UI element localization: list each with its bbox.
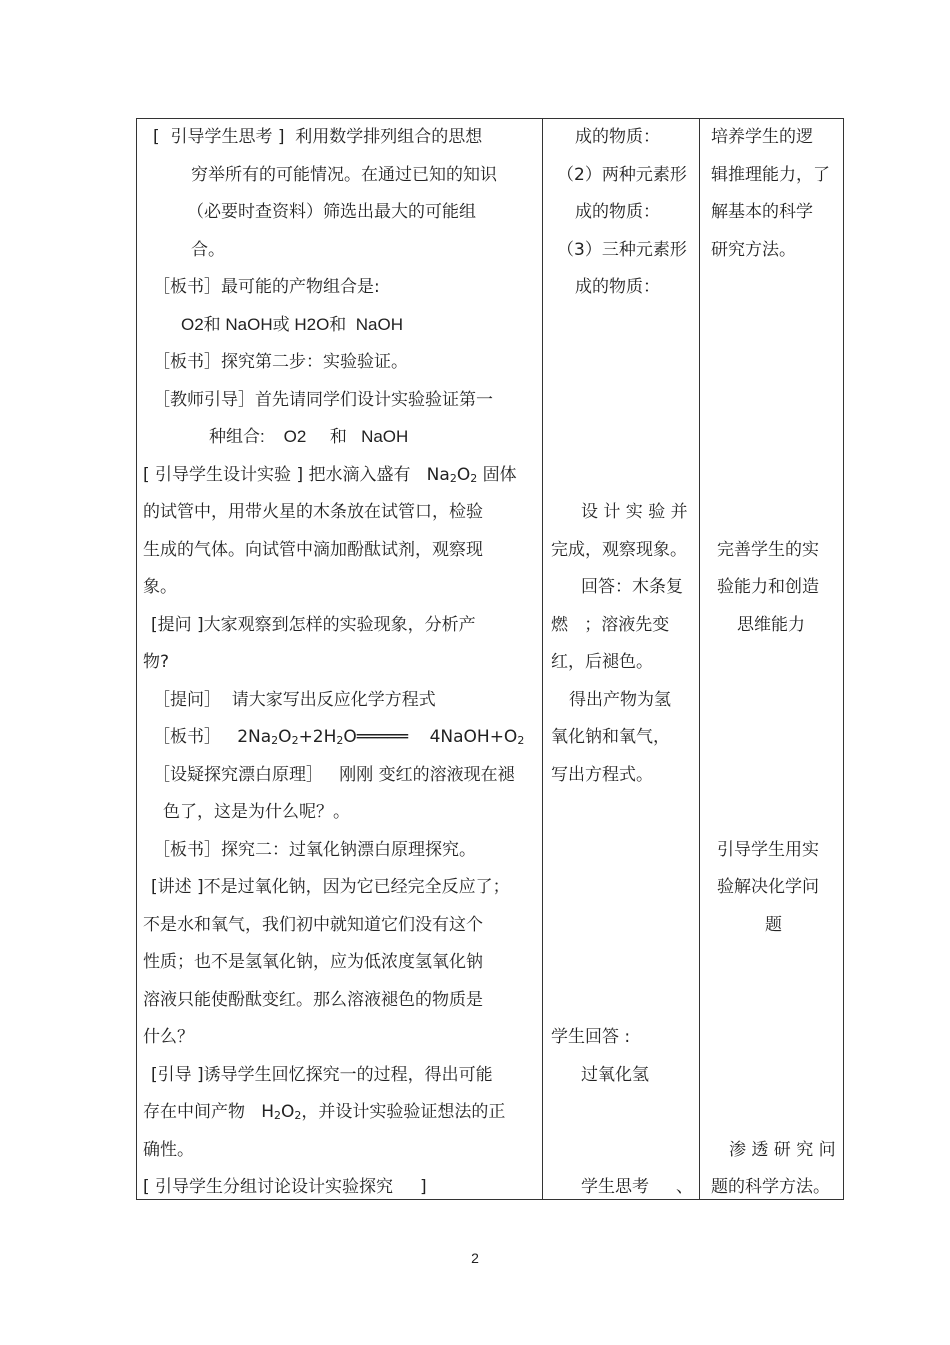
column-divider: [699, 119, 700, 1199]
text-line: 得出产物为氢: [569, 690, 671, 710]
text-line: 存在中间产物 H2O2，并设计实验验证想法的正: [143, 1102, 506, 1122]
text-line: 过氧化氢: [581, 1065, 649, 1085]
text-line: [ 引导学生思考 ] 利用数学排列组合的思想: [153, 127, 483, 147]
text-line: 不是水和氧气，我们初中就知道它们没有这个: [143, 915, 483, 935]
formula-line: O2和 NaOH或 H2O和 NaOH: [181, 315, 403, 334]
text-line: 研究方法。: [711, 240, 796, 260]
text-line: 写出方程式。: [551, 765, 653, 785]
text-line: [讲述 ]不是过氧化钠，因为它已经完全反应了；: [151, 877, 510, 897]
text-line: 引导学生用实: [717, 840, 819, 860]
text-line: 红，后褪色。: [551, 652, 653, 672]
text-line: 什么？: [143, 1027, 194, 1047]
text-line: [提问 ]大家观察到怎样的实验现象，分析产: [151, 615, 476, 635]
equation-line: ［板书］ 2Na2O2+2H2O═════ 4NaOH+O2: [153, 727, 525, 747]
text-line: ［板书］最可能的产物组合是:: [153, 277, 380, 297]
text-line: 学生回答 :: [551, 1027, 631, 1047]
text-line: 成的物质：: [575, 202, 660, 222]
text-line: ［板书］探究二：过氧化钠漂白原理探究。: [153, 840, 476, 860]
text-line: 完善学生的实: [717, 540, 819, 560]
lesson-table: [136, 118, 844, 1200]
text-line: [ 引导学生设计实验 ] 把水滴入盛有 Na2O2 固体: [143, 465, 517, 485]
text-line: 验解决化学问: [717, 877, 819, 897]
text-line: 溶液只能使酚酞变红。那么溶液褪色的物质是: [143, 990, 483, 1010]
text-line: ［板书］探究第二步：实验验证。: [153, 352, 408, 372]
text-line: 物?: [143, 652, 170, 672]
text-line: （必要时查资料）筛选出最大的可能组: [187, 202, 476, 222]
text-line: 燃 ；溶液先变: [551, 615, 670, 635]
text-line: 穷举所有的可能情况。在通过已知的知识: [191, 165, 497, 185]
text-line: ［设疑探究漂白原理］ 刚刚 变红的溶液现在褪: [153, 765, 515, 785]
text-line: 成的物质：: [575, 277, 660, 297]
column-divider: [542, 119, 543, 1199]
text-line: 学生思考 、: [581, 1177, 694, 1197]
text-line: 完成，观察现象。: [551, 540, 687, 560]
text-line: 设 计 实 验 并: [581, 502, 688, 522]
text-line: 的试管中，用带火星的木条放在试管口，检验: [143, 502, 483, 522]
text-line: 题的科学方法。: [711, 1177, 830, 1197]
text-line: 辑推理能力，了: [711, 165, 830, 185]
text-line: 生成的气体。向试管中滴加酚酞试剂，观察现: [143, 540, 483, 560]
text-line: 回答：木条复: [581, 577, 683, 597]
text-line: 象。: [143, 577, 177, 597]
text-line: ［教师引导］首先请同学们设计实验验证第一: [153, 390, 493, 410]
text-line: 合。: [191, 240, 225, 260]
text-line: [引导 ]诱导学生回忆探究一的过程，得出可能: [151, 1065, 493, 1085]
text-line: ［提问］ 请大家写出反应化学方程式: [153, 690, 436, 710]
text-line: 渗 透 研 究 问: [729, 1140, 836, 1160]
text-line: 验能力和创造: [717, 577, 819, 597]
text-line: 确性。: [143, 1140, 194, 1160]
formula-line: 种组合: O2 和 NaOH: [209, 427, 409, 446]
text-line: （3）三种元素形: [557, 240, 687, 260]
text-line: 解基本的科学: [711, 202, 813, 222]
text-line: 成的物质：: [575, 127, 660, 147]
text-line: 氧化钠和氧气，: [551, 727, 670, 747]
text-line: 性质；也不是氢氧化钠，应为低浓度氢氧化钠: [143, 952, 483, 972]
text-line: 思维能力: [737, 615, 805, 635]
text-line: 题: [765, 915, 782, 935]
text-line: 色了，这是为什么呢？。: [163, 802, 350, 822]
page-number: 2: [471, 1250, 479, 1266]
text-line: [ 引导学生分组讨论设计实验探究 ]: [143, 1177, 427, 1197]
text-line: （2）两种元素形: [557, 165, 687, 185]
text-line: 培养学生的逻: [711, 127, 813, 147]
